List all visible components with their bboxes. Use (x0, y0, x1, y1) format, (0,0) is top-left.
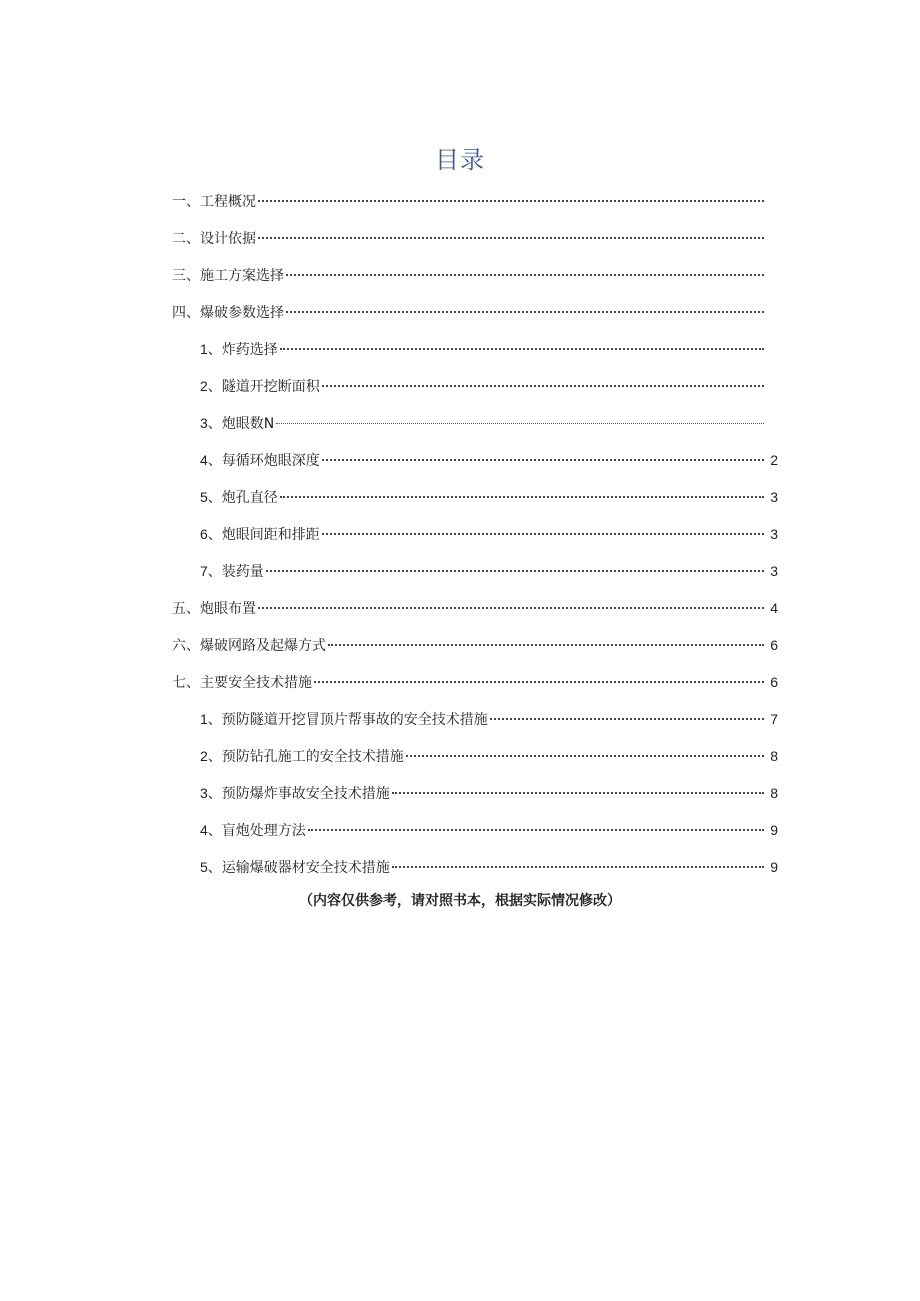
dot-leader (286, 274, 764, 276)
toc-entry-2[interactable] (172, 223, 778, 260)
toc-entry-4-4[interactable] (172, 445, 778, 482)
dot-leader (392, 792, 764, 794)
entry-number: 6、 (200, 526, 222, 542)
dot-leader (286, 311, 764, 313)
entry-page: 2 (770, 452, 778, 468)
entry-label: 每循环炮眼深度 (221, 453, 320, 469)
dot-leader (280, 496, 764, 498)
entry-label: 盲炮处理方法 (221, 823, 306, 839)
entry-label: 施工方案选择 (200, 268, 284, 284)
entry-number: 3、 (200, 785, 222, 801)
dot-leader (406, 755, 764, 757)
entry-label: 炮眼布置 (200, 601, 256, 617)
toc-entry-7-1[interactable] (172, 704, 778, 741)
toc-entry-5[interactable] (172, 593, 778, 630)
entry-page: 4 (770, 600, 778, 616)
toc-entry-4[interactable] (172, 297, 778, 334)
entry-page: 3 (770, 563, 778, 579)
entry-label: 工程概况 (200, 194, 256, 210)
entry-page: 7 (770, 711, 778, 727)
dot-leader (322, 385, 764, 387)
dot-leader (314, 681, 764, 683)
entry-number: 一、 (172, 193, 200, 209)
toc-entry-4-1[interactable] (172, 334, 778, 371)
toc-entry-7-2[interactable] (172, 741, 778, 778)
entry-label: 爆破参数选择 (200, 305, 284, 321)
entry-page: 9 (770, 822, 778, 838)
dot-leader (322, 533, 764, 535)
entry-number: 3、 (200, 415, 222, 431)
dot-leader (258, 200, 764, 202)
entry-number: 1、 (200, 711, 222, 727)
entry-page: 6 (770, 674, 778, 690)
toc-entry-1[interactable] (172, 186, 778, 223)
dot-leader (280, 348, 764, 350)
entry-number: 4、 (200, 822, 222, 838)
entry-page: 8 (770, 785, 778, 801)
toc-entry-6[interactable] (172, 630, 778, 667)
entry-label: 炮孔直径 (221, 490, 278, 506)
entry-label: 爆破网路及起爆方式 (200, 638, 326, 654)
entry-page: 8 (770, 748, 778, 764)
dot-leader (266, 570, 764, 572)
entry-label: 预防钻孔施工的安全技术措施 (221, 749, 404, 765)
toc-entry-4-6[interactable] (172, 519, 778, 556)
toc-entry-4-3[interactable] (172, 408, 778, 445)
entry-number: 1、 (200, 341, 222, 357)
entry-page: 6 (770, 637, 778, 653)
dot-leader (258, 607, 764, 609)
entry-number: 7、 (200, 563, 222, 579)
entry-page: 3 (770, 489, 778, 505)
toc-entry-7-4[interactable] (172, 815, 778, 852)
entry-label: 隧道开挖断面积 (221, 379, 320, 395)
entry-label: 炸药选择 (221, 342, 278, 358)
entry-label: 预防隧道开挖冒顶片帮事故的安全技术措施 (221, 712, 488, 728)
entry-label: 主要安全技术措施 (200, 675, 312, 691)
toc-entry-7-5[interactable] (172, 852, 778, 889)
toc-entry-7-3[interactable] (172, 778, 778, 815)
entry-label: 预防爆炸事故安全技术措施 (221, 786, 390, 802)
toc-entry-3[interactable] (172, 260, 778, 297)
disclaimer-note: （内容仅供参考，请对照书本，根据实际情况修改） (299, 893, 621, 909)
entry-label: 设计依据 (200, 231, 256, 247)
dot-leader (490, 718, 764, 720)
toc-entry-4-7[interactable] (172, 556, 778, 593)
toc-entry-7[interactable] (172, 667, 778, 704)
entry-page: 3 (770, 526, 778, 542)
entry-label: 炮眼数N (221, 416, 275, 432)
dot-leader (322, 459, 764, 461)
entry-label: 装药量 (221, 564, 264, 580)
toc-title: 目录 (435, 146, 485, 174)
toc-entry-4-5[interactable] (172, 482, 778, 519)
dot-leader (258, 237, 764, 239)
entry-number: 5、 (200, 489, 222, 505)
entry-number: 4、 (200, 452, 222, 468)
toc-list (172, 186, 778, 889)
entry-number: 五、 (172, 600, 200, 616)
dot-leader (392, 866, 764, 868)
entry-number: 六、 (172, 637, 200, 653)
entry-number: 三、 (172, 267, 200, 283)
entry-number: 二、 (172, 230, 200, 246)
dot-leader (328, 644, 764, 646)
entry-number: 七、 (172, 674, 200, 690)
entry-label: 运输爆破器材安全技术措施 (221, 860, 390, 876)
entry-number: 2、 (200, 378, 222, 394)
entry-number: 2、 (200, 748, 222, 764)
entry-number: 5、 (200, 859, 222, 875)
toc-entry-4-2[interactable] (172, 371, 778, 408)
entry-page: 9 (770, 859, 778, 875)
entry-label: 炮眼间距和排距 (221, 527, 320, 543)
dot-leader (276, 423, 764, 424)
entry-number: 四、 (172, 304, 200, 320)
dot-leader (308, 829, 764, 831)
